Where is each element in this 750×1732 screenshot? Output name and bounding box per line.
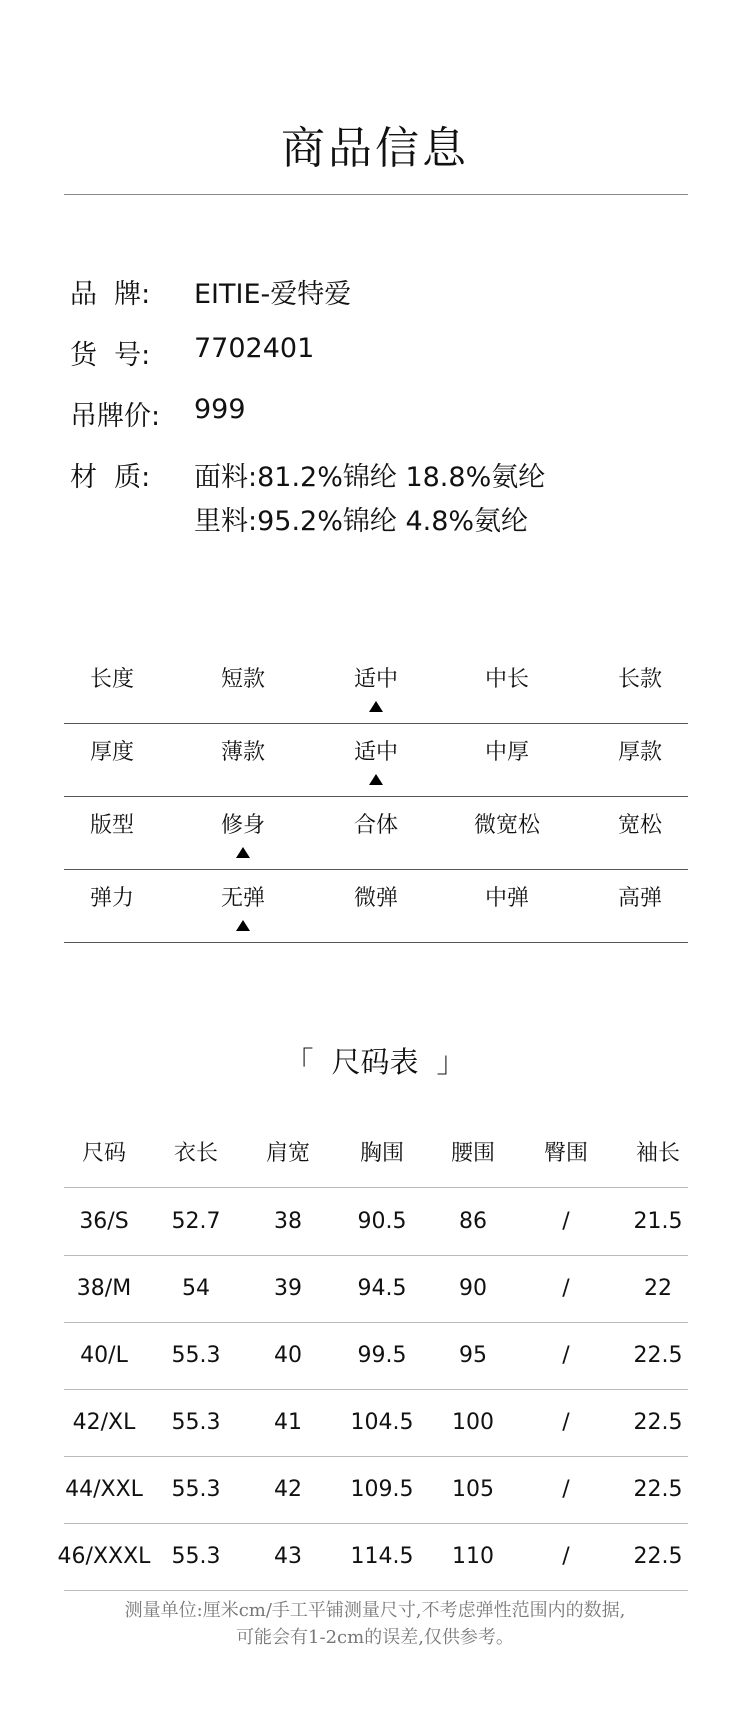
cell-length: 52.7 [171, 1209, 221, 1234]
cell-shoulder: 41 [274, 1410, 302, 1435]
attribute-name: 版型 [89, 813, 134, 838]
cell-sleeve: 22.5 [633, 1410, 683, 1435]
cell-sleeve: 22 [644, 1276, 672, 1301]
attribute-option: 适中 [310, 662, 442, 693]
attribute-name: 长度 [89, 667, 134, 692]
cell-length: 54 [182, 1276, 210, 1301]
attribute-option: 厚款 [617, 740, 662, 765]
column-header: 袖长 [635, 1141, 680, 1166]
attribute-option: 宽松 [617, 813, 662, 838]
attribute-row [64, 723, 688, 797]
cell-hip: / [562, 1276, 570, 1301]
cell-waist: 90 [459, 1276, 487, 1301]
cell-chest: 94.5 [357, 1276, 407, 1301]
info-sku-label: 货 号: [70, 340, 151, 371]
table-row [64, 1456, 688, 1524]
cell-length: 55.3 [171, 1410, 221, 1435]
size-table-title-text: 尺码表 [331, 1045, 419, 1079]
info-brand-label: 品 牌: [70, 279, 151, 310]
attribute-option: 薄款 [220, 740, 265, 765]
attribute-row [64, 869, 688, 943]
cell-waist: 105 [452, 1477, 494, 1502]
cell-length: 55.3 [171, 1544, 221, 1569]
cell-size: 40/L [80, 1343, 128, 1368]
cell-shoulder: 40 [274, 1343, 302, 1368]
info-material-value-lining: 里料:95.2%锦纶 4.8%氨纶 [194, 506, 529, 537]
cell-hip: / [562, 1410, 570, 1435]
cell-chest: 114.5 [350, 1544, 414, 1569]
attribute-option: 微宽松 [473, 813, 540, 838]
attribute-option: 无弹 [177, 881, 309, 912]
column-header: 胸围 [359, 1141, 404, 1166]
attribute-option: 中长 [484, 667, 529, 692]
cell-waist: 110 [452, 1544, 494, 1569]
cell-shoulder: 39 [274, 1276, 302, 1301]
footnote-line-2: 可能会有1-2cm的误差,仅供参考。 [236, 1627, 514, 1648]
attribute-row [64, 650, 688, 724]
attribute-option: 微弹 [353, 886, 398, 911]
info-material-value: 面料:81.2%锦纶 18.8%氨纶 [194, 462, 546, 493]
cell-length: 55.3 [171, 1343, 221, 1368]
measurement-footnote [0, 1597, 750, 1651]
attribute-name: 弹力 [89, 886, 134, 911]
attribute-option: 修身 [177, 808, 309, 839]
cell-size: 44/XXL [65, 1477, 143, 1502]
cell-chest: 99.5 [357, 1343, 407, 1368]
cell-chest: 104.5 [350, 1410, 414, 1435]
cell-sleeve: 22.5 [633, 1477, 683, 1502]
attribute-row [64, 796, 688, 870]
cell-hip: / [562, 1544, 570, 1569]
column-header: 肩宽 [265, 1141, 310, 1166]
attribute-option: 中厚 [484, 740, 529, 765]
bracket-close: 」 [436, 1045, 466, 1079]
cell-waist: 95 [459, 1343, 487, 1368]
footnote-line-1: 测量单位:厘米cm/手工平铺测量尺寸,不考虑弹性范围内的数据, [124, 1600, 626, 1621]
attribute-name: 厚度 [89, 740, 134, 765]
cell-shoulder: 43 [274, 1544, 302, 1569]
attribute-option: 高弹 [617, 886, 662, 911]
info-price-value: 999 [194, 394, 246, 425]
info-price-label: 吊牌价: [70, 401, 161, 432]
cell-size: 46/XXXL [57, 1544, 151, 1569]
attribute-option: 合体 [353, 813, 398, 838]
attribute-option: 长款 [617, 667, 662, 692]
table-row [64, 1188, 688, 1256]
attribute-option: 适中 [310, 735, 442, 766]
table-row [57, 1523, 688, 1591]
column-header: 臀围 [543, 1141, 588, 1166]
column-header: 尺码 [81, 1141, 126, 1166]
cell-size: 36/S [79, 1209, 129, 1234]
cell-shoulder: 38 [274, 1209, 302, 1234]
table-row [64, 1322, 688, 1390]
page-title: 商品信息 [281, 123, 469, 174]
cell-size: 42/XL [72, 1410, 136, 1435]
info-material-label: 材 质: [70, 462, 151, 493]
cell-hip: / [562, 1343, 570, 1368]
cell-sleeve: 22.5 [633, 1544, 683, 1569]
cell-sleeve: 21.5 [633, 1209, 683, 1234]
info-sku-value: 7702401 [194, 333, 315, 364]
column-header: 腰围 [450, 1141, 495, 1166]
cell-chest: 90.5 [357, 1209, 407, 1234]
cell-waist: 100 [452, 1410, 494, 1435]
cell-chest: 109.5 [350, 1477, 414, 1502]
cell-hip: / [562, 1209, 570, 1234]
cell-waist: 86 [459, 1209, 487, 1234]
info-brand-value: EITIE-爱特爱 [194, 279, 352, 310]
cell-sleeve: 22.5 [633, 1343, 683, 1368]
attribute-option: 短款 [220, 667, 265, 692]
size-table-title [0, 1040, 750, 1081]
cell-shoulder: 42 [274, 1477, 302, 1502]
table-row [64, 1255, 688, 1323]
cell-hip: / [562, 1477, 570, 1502]
title-divider [64, 194, 688, 195]
table-header [64, 1120, 688, 1187]
cell-length: 55.3 [171, 1477, 221, 1502]
table-row [64, 1389, 688, 1457]
column-header: 衣长 [173, 1141, 218, 1166]
attribute-option: 中弹 [484, 886, 529, 911]
bracket-open: 「 [284, 1045, 314, 1079]
cell-size: 38/M [76, 1276, 132, 1301]
